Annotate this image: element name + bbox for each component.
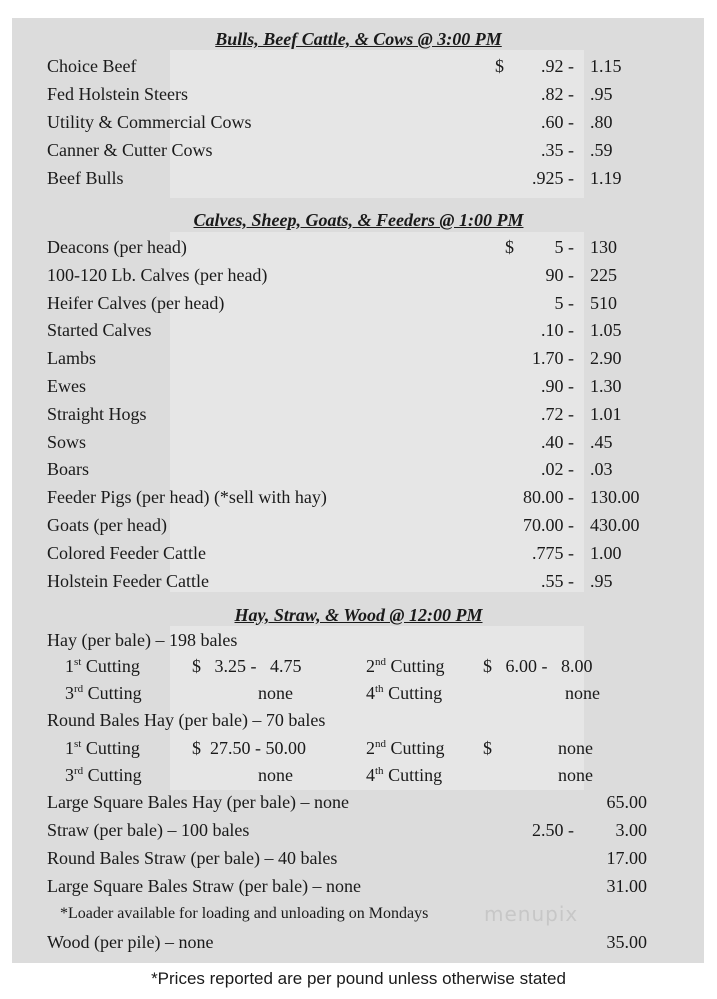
price-low: 80.00 - xyxy=(523,487,574,508)
price-row xyxy=(0,484,717,510)
list-item xyxy=(0,680,717,706)
list-item xyxy=(0,845,717,871)
large-square-hay-label: Large Square Bales Hay (per bale) – none xyxy=(47,792,350,812)
round-cutting1-price: $ 27.50 - 50.00 xyxy=(192,738,306,758)
price-low: .72 - xyxy=(541,403,574,424)
cutting-label: 2nd Cutting xyxy=(366,656,445,676)
price-row xyxy=(0,53,717,79)
price-high: 130 xyxy=(590,237,617,257)
wood-label: Wood (per pile) – none xyxy=(47,932,214,952)
price-low: 90 - xyxy=(545,264,574,285)
price-low: .40 - xyxy=(541,431,574,452)
cutting-label: 4th Cutting xyxy=(366,683,443,703)
price-high: .59 xyxy=(590,140,613,160)
item-label: Deacons (per head) xyxy=(47,237,187,257)
price-low: 70.00 - xyxy=(523,515,574,535)
list-item xyxy=(0,762,717,788)
price-high: 2.90 xyxy=(590,348,622,369)
price-low: .10 - xyxy=(541,320,574,341)
currency-symbol: $ xyxy=(495,56,504,76)
round-cutting3-price: none xyxy=(258,765,293,785)
price-row xyxy=(0,456,717,482)
item-label: Choice Beef xyxy=(47,56,137,76)
price-low: 5 - xyxy=(554,292,574,313)
price-high: .95 xyxy=(590,570,613,591)
item-label: Holstein Feeder Cattle xyxy=(47,570,209,591)
price-high: .95 xyxy=(590,84,613,104)
price-row xyxy=(0,165,717,191)
straw-low: 2.50 - xyxy=(532,820,574,840)
price-high: 225 xyxy=(590,264,617,285)
item-label: Canner & Cutter Cows xyxy=(47,140,213,160)
list-item xyxy=(0,817,717,843)
footer-note: *Prices reported are per pound unless otherwise stated xyxy=(151,969,566,988)
round-straw-label: Round Bales Straw (per bale) – 40 bales xyxy=(47,848,338,868)
list-item xyxy=(0,929,717,955)
price-low: 5 - xyxy=(554,237,574,257)
price-high: .80 xyxy=(590,112,613,132)
wood-price: 35.00 xyxy=(606,932,647,952)
cutting-label: 4th Cutting xyxy=(366,765,443,785)
watermark-logo: menupix xyxy=(484,902,579,926)
price-row xyxy=(0,540,717,566)
cutting-label: 3rd Cutting xyxy=(65,765,142,785)
item-label: Heifer Calves (per head) xyxy=(47,292,225,313)
price-row xyxy=(0,137,717,163)
currency-symbol: $ xyxy=(505,237,514,257)
list-item xyxy=(0,653,717,679)
price-high: 1.30 xyxy=(590,376,622,396)
item-label: Sows xyxy=(47,431,87,452)
section-title-hay: Hay, Straw, & Wood @ 12:00 PM xyxy=(234,605,483,625)
price-high: 1.05 xyxy=(590,320,622,341)
price-row xyxy=(0,290,717,316)
item-label: Colored Feeder Cattle xyxy=(47,542,206,563)
section-title-bulls: Bulls, Beef Cattle, & Cows @ 3:00 PM xyxy=(215,29,502,49)
price-row xyxy=(0,109,717,135)
section-title-calves: Calves, Sheep, Goats, & Feeders @ 1:00 PM xyxy=(193,210,524,230)
price-high: 510 xyxy=(590,292,617,313)
cutting-label: 2nd Cutting xyxy=(366,738,445,758)
round-bales-label: Round Bales Hay (per bale) – 70 bales xyxy=(47,710,326,730)
price-low: .55 - xyxy=(541,570,574,591)
price-high: 1.15 xyxy=(590,56,622,76)
price-low: .02 - xyxy=(541,459,574,480)
cutting-label: 3rd Cutting xyxy=(65,683,142,703)
list-item xyxy=(0,789,717,815)
price-high: 1.00 xyxy=(590,542,622,563)
price-row xyxy=(0,234,717,260)
price-row xyxy=(0,568,717,594)
price-row xyxy=(0,373,717,399)
price-row xyxy=(0,317,717,343)
round-cutting2-price: none xyxy=(558,738,593,758)
price-low: .775 - xyxy=(532,542,574,563)
item-label: Boars xyxy=(47,459,89,480)
item-label: 100-120 Lb. Calves (per head) xyxy=(47,264,268,285)
straw-high: 3.00 xyxy=(615,820,647,840)
price-row xyxy=(0,429,717,455)
large-square-straw-price: 31.00 xyxy=(606,876,647,896)
price-low: .82 - xyxy=(541,84,574,104)
item-label: Beef Bulls xyxy=(47,168,124,188)
list-item xyxy=(0,707,717,733)
price-row xyxy=(0,262,717,288)
price-low: .35 - xyxy=(541,140,574,160)
price-low: .60 - xyxy=(541,112,574,132)
price-low: .925 - xyxy=(532,168,574,188)
item-label: Ewes xyxy=(47,376,86,396)
item-label: Lambs xyxy=(47,348,96,369)
list-item xyxy=(0,627,717,653)
price-high: 430.00 xyxy=(590,515,640,535)
item-label: Started Calves xyxy=(47,320,152,341)
large-square-hay-price: 65.00 xyxy=(606,792,647,812)
hay-cutting2-price: $ 6.00 - 8.00 xyxy=(483,656,593,676)
price-row xyxy=(0,81,717,107)
price-low: .90 - xyxy=(541,376,574,396)
price-low: .92 - xyxy=(541,56,574,76)
round-straw-price: 17.00 xyxy=(606,848,647,868)
list-item xyxy=(0,873,717,899)
item-label: Feeder Pigs (per head) (*sell with hay) xyxy=(47,487,327,508)
round-cutting2-dollar: $ xyxy=(483,738,492,758)
price-high: 1.01 xyxy=(590,403,622,424)
loader-note: *Loader available for loading and unloading on Mondays xyxy=(60,905,429,922)
price-low: 1.70 - xyxy=(532,348,574,369)
hay-cutting1-price: $ 3.25 - 4.75 xyxy=(192,656,302,676)
hay-label: Hay (per bale) – 198 bales xyxy=(47,630,238,650)
price-high: 130.00 xyxy=(590,487,640,508)
price-row xyxy=(0,345,717,371)
item-label: Fed Holstein Steers xyxy=(47,84,188,104)
straw-label: Straw (per bale) – 100 bales xyxy=(47,820,250,840)
price-high: .03 xyxy=(590,459,613,480)
price-row xyxy=(0,512,717,538)
list-item xyxy=(0,735,717,761)
item-label: Utility & Commercial Cows xyxy=(47,112,252,132)
item-label: Straight Hogs xyxy=(47,403,147,424)
round-cutting4-price: none xyxy=(558,765,593,785)
price-high: 1.19 xyxy=(590,168,622,188)
cutting-label: 1st Cutting xyxy=(65,656,140,676)
price-high: .45 xyxy=(590,431,613,452)
price-row xyxy=(0,401,717,427)
hay-cutting3-price: none xyxy=(258,683,293,703)
cutting-label: 1st Cutting xyxy=(65,738,140,758)
large-square-straw-label: Large Square Bales Straw (per bale) – none xyxy=(47,876,362,896)
item-label: Goats (per head) xyxy=(47,515,167,535)
hay-cutting4-price: none xyxy=(565,683,600,703)
